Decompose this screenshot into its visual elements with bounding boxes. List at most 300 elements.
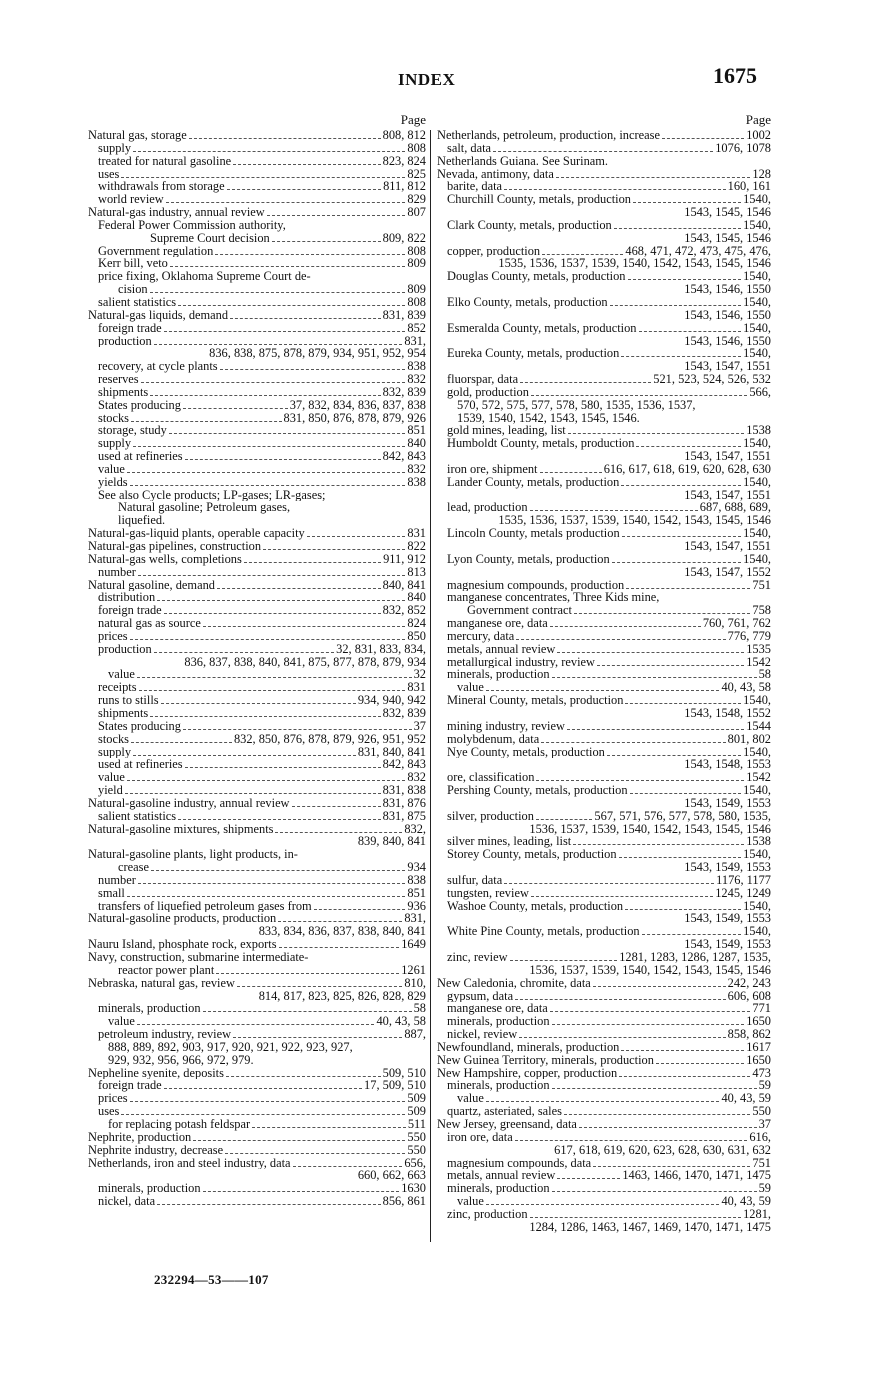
index-entry-line <box>437 1067 771 1080</box>
entry-text: metals, annual review <box>447 642 556 656</box>
index-entry-line <box>437 270 771 283</box>
leader-dots <box>515 999 726 1000</box>
leader-dots <box>150 716 380 717</box>
entry-text: Nye County, metals, production <box>447 745 605 759</box>
leader-dots <box>579 1127 757 1128</box>
entry-pages: 687, 688, 689, <box>699 501 771 515</box>
index-entry-line <box>88 604 426 617</box>
index-entry-line <box>88 245 426 258</box>
index-entry-line <box>88 296 426 309</box>
leader-dots <box>130 1101 406 1102</box>
index-entry-line <box>437 938 771 951</box>
entry-text: stocks <box>98 411 129 425</box>
index-entry-line <box>88 707 426 720</box>
index-entry-line <box>437 335 771 348</box>
entry-pages: 1540, <box>743 437 771 451</box>
index-entry-line <box>437 501 771 514</box>
leader-dots <box>278 921 402 922</box>
leader-dots <box>154 344 403 345</box>
index-entry-line <box>437 463 771 476</box>
index-entry-line <box>88 283 426 296</box>
entry-text: Natural-gasoline plants, light products, in- <box>88 848 298 862</box>
entry-text: for replacing potash feldspar <box>108 1117 251 1131</box>
signature-mark: 232294—53——107 <box>154 1272 269 1287</box>
index-entry-line <box>88 668 426 681</box>
entry-pages: 1543, 1546, 1550 <box>684 308 771 322</box>
leader-dots <box>244 562 381 563</box>
index-entry-line <box>88 219 426 232</box>
leader-dots <box>628 279 742 280</box>
entry-pages: 37, 832, 834, 836, 837, 838 <box>289 398 426 412</box>
leader-dots <box>131 742 232 743</box>
leader-dots <box>540 472 602 473</box>
leader-dots <box>622 536 741 537</box>
leader-dots <box>127 780 406 781</box>
leader-dots <box>314 909 406 910</box>
leader-dots <box>131 421 282 422</box>
entry-text: minerals, production <box>98 1002 201 1016</box>
page-column-label: Page <box>400 112 426 127</box>
entry-text: used at refineries <box>98 758 183 772</box>
index-entry-line <box>88 951 426 964</box>
entry-text: salient statistics <box>98 295 177 309</box>
entry-text: uses <box>98 167 120 181</box>
index-entry-line <box>437 142 771 155</box>
leader-dots <box>121 177 405 178</box>
entry-pages: 814, 817, 823, 825, 826, 828, 829 <box>258 989 426 1003</box>
entry-text: prices <box>98 629 128 643</box>
index-entry-line <box>437 1002 771 1015</box>
leader-dots <box>542 254 623 255</box>
index-entries <box>437 129 771 1234</box>
index-entry-line <box>88 1067 426 1080</box>
leader-dots <box>233 164 380 165</box>
entry-pages: 511 <box>407 1117 426 1131</box>
entry-pages: 911, 912 <box>383 552 426 566</box>
entry-text: Lincoln County, metals production <box>447 527 620 540</box>
entry-pages: 836, 837, 838, 840, 841, 875, 877, 878, 879, 934 <box>184 655 426 669</box>
entry-text: See also Cycle products; LP-gases; LR-gases; <box>98 488 326 502</box>
leader-dots <box>531 896 713 897</box>
entry-text: salient statistics <box>98 809 177 823</box>
leader-dots <box>178 819 381 820</box>
page-column-label: Page <box>745 112 771 127</box>
entry-text: value <box>98 771 125 785</box>
entry-pages: 1543, 1549, 1553 <box>684 912 771 926</box>
entry-pages: 934, 940, 942 <box>357 694 426 707</box>
entry-text: metallurgical industry, review <box>447 655 595 669</box>
index-entry-line <box>437 900 771 913</box>
index-entry-line <box>437 1079 771 1092</box>
entry-pages: 751 <box>752 1156 771 1170</box>
index-entry-line <box>88 168 426 181</box>
entry-text: liquefied. <box>118 514 166 528</box>
entry-pages: 813 <box>407 565 426 579</box>
index-entry-line <box>88 656 426 669</box>
entry-pages: 616, 617, 618, 619, 620, 628, 630 <box>603 462 771 476</box>
leader-dots <box>493 151 713 152</box>
leader-dots <box>233 1037 402 1038</box>
index-entry-line <box>88 835 426 848</box>
entry-text: treated for natural gasoline <box>98 154 232 168</box>
index-entry-line <box>88 758 426 771</box>
index-entry-line <box>88 399 426 412</box>
leader-dots <box>226 1076 381 1077</box>
leader-dots <box>178 305 405 306</box>
leader-dots <box>138 883 406 884</box>
index-entry-line <box>437 373 771 386</box>
index-entry-line <box>88 1169 426 1182</box>
running-head-title: INDEX <box>398 70 456 89</box>
entry-pages: 831, 840, 841 <box>357 745 426 759</box>
leader-dots <box>293 1166 403 1167</box>
entry-pages: 1281, 1283, 1286, 1287, 1535, <box>619 951 771 964</box>
leader-dots <box>486 690 720 691</box>
entry-text: supply <box>98 141 132 155</box>
index-entry-line <box>88 527 426 540</box>
entry-pages: 37 <box>413 719 426 733</box>
entry-pages: 1544 <box>746 719 771 733</box>
index-entry-line <box>88 232 426 245</box>
index-entry-line <box>437 1041 771 1054</box>
entry-pages: 1538 <box>746 835 771 849</box>
entry-pages: 1543, 1546, 1550 <box>684 334 771 348</box>
leader-dots <box>626 588 750 589</box>
entry-pages: 521, 523, 524, 526, 532 <box>653 373 771 386</box>
entry-text: Natural gasoline, demand <box>88 578 215 592</box>
entry-pages: 1281, <box>743 1207 771 1221</box>
index-entry-line <box>437 245 771 258</box>
entry-text: Natural-gas pipelines, construction <box>88 540 262 553</box>
index-entry-line <box>437 566 771 579</box>
entry-text: Netherlands Guiana. See Surinam. <box>437 154 609 168</box>
entry-text: Storey County, metals, production <box>447 848 617 862</box>
index-entry-line <box>88 1182 426 1195</box>
entry-text: States producing <box>98 398 181 412</box>
index-entry-line <box>88 180 426 193</box>
leader-dots <box>133 151 405 152</box>
entry-pages: 1540, <box>743 745 771 759</box>
page-number: 1675 <box>713 63 757 88</box>
entry-pages: 840, 841 <box>382 578 426 592</box>
leader-dots <box>504 189 726 190</box>
entry-pages: 1540, <box>743 784 771 797</box>
index-entry-line <box>437 1054 771 1067</box>
leader-dots <box>574 613 750 614</box>
entry-pages: 1535, 1536, 1537, 1539, 1540, 1542, 1543, 1545, 1546 <box>498 257 771 271</box>
entry-pages: 242, 243 <box>727 976 771 990</box>
entry-pages: 887, <box>404 1028 426 1041</box>
index-entry-line <box>437 990 771 1003</box>
entry-text: Natural gasoline; Petroleum gases, <box>118 501 291 515</box>
index-entry-line <box>88 733 426 746</box>
entry-text: Kerr bill, veto <box>98 257 168 271</box>
leader-dots <box>530 1217 742 1218</box>
leader-dots <box>556 177 751 178</box>
entry-pages: 1630 <box>401 1182 426 1196</box>
entry-pages: 1540, <box>743 193 771 207</box>
entry-text: reactor power plant <box>118 963 215 977</box>
entry-text: Esmeralda County, metals, production <box>447 321 637 335</box>
index-entry-line <box>437 1028 771 1041</box>
index-entry-line <box>88 720 426 733</box>
entry-text: price fixing, Oklahoma Supreme Court de- <box>98 270 311 284</box>
leader-dots <box>552 1088 757 1089</box>
leader-dots <box>552 1191 757 1192</box>
leader-dots <box>183 729 412 730</box>
index-entry-line <box>437 604 771 617</box>
entry-text: storage, study <box>98 424 167 438</box>
index-entry-line <box>88 270 426 283</box>
leader-dots <box>557 652 744 653</box>
leader-dots <box>225 1153 405 1154</box>
leader-dots <box>536 819 593 820</box>
entry-pages: 831, 839 <box>382 308 426 322</box>
entry-pages: 851 <box>407 424 426 438</box>
leader-dots <box>272 241 381 242</box>
entry-pages: 1536, 1537, 1539, 1540, 1542, 1543, 1545, 1546 <box>529 963 771 977</box>
leader-dots <box>216 973 399 974</box>
leader-dots <box>279 947 400 948</box>
index-entry-line <box>88 501 426 514</box>
index-entry-line <box>88 591 426 604</box>
entry-text: value <box>457 1092 484 1106</box>
entry-pages: 1543, 1546, 1550 <box>684 283 771 296</box>
index-entry-line <box>437 784 771 797</box>
leader-dots <box>121 1114 405 1115</box>
entry-text: manganese concentrates, Three Kids mine, <box>447 591 660 605</box>
entry-text: iron ore, data <box>447 1130 513 1144</box>
leader-dots <box>564 1114 751 1115</box>
leader-dots <box>642 934 742 935</box>
entry-pages: 1536, 1537, 1539, 1540, 1542, 1543, 1545, 1546 <box>529 822 771 836</box>
entry-pages: 850 <box>407 629 426 643</box>
index-entry-line <box>88 977 426 990</box>
entry-pages: 128 <box>752 167 771 181</box>
entry-text: transfers of liquefied petroleum gases from <box>98 899 312 913</box>
leader-dots <box>252 1127 406 1128</box>
entry-text: silver mines, leading, list <box>447 835 572 849</box>
leader-dots <box>133 446 405 447</box>
entry-text: salt, data <box>447 141 492 155</box>
leader-dots <box>621 356 741 357</box>
index-entry-line <box>88 129 426 142</box>
index-entry-line <box>88 553 426 566</box>
index-entry-line <box>88 861 426 874</box>
entry-pages: 37 <box>758 1117 771 1131</box>
entry-pages: 832, 839 <box>382 706 426 720</box>
entry-pages: 808, 812 <box>382 129 426 142</box>
entry-pages: 1543, 1547, 1552 <box>684 565 771 579</box>
entry-text: ore, classification <box>447 771 535 785</box>
index-entry-line <box>437 412 771 425</box>
index-entry-line <box>437 283 771 296</box>
index-entry-line <box>88 990 426 1003</box>
leader-dots <box>614 228 741 229</box>
entry-pages: 1540, <box>743 899 771 913</box>
entry-pages: 839, 840, 841 <box>357 835 426 849</box>
entry-pages: 58 <box>758 668 771 682</box>
leader-dots <box>263 549 405 550</box>
leader-dots <box>203 626 406 627</box>
index-entry-line <box>437 835 771 848</box>
entry-pages: 567, 571, 576, 577, 578, 580, 1535, <box>594 809 771 823</box>
entry-text: zinc, production <box>447 1207 528 1221</box>
index-entry-line <box>88 476 426 489</box>
entry-text: barite, data <box>447 180 503 194</box>
entry-pages: 1543, 1549, 1553 <box>684 938 771 951</box>
entry-text: used at refineries <box>98 450 183 463</box>
leader-dots <box>597 665 744 666</box>
leader-dots <box>519 1037 725 1038</box>
entry-text: Mineral County, metals, production <box>447 694 624 707</box>
index-entry-line <box>437 977 771 990</box>
entry-pages: 856, 861 <box>382 1195 426 1208</box>
index-entry-line <box>437 643 771 656</box>
entry-text: New Caledonia, chromite, data <box>437 976 591 990</box>
entry-text: Nephrite industry, decrease <box>88 1143 224 1157</box>
entry-text: crease <box>118 861 149 874</box>
index-entry-line <box>437 656 771 669</box>
entry-text: nickel, review <box>447 1028 518 1041</box>
index-entry-line <box>437 193 771 206</box>
index-entry-line <box>88 142 426 155</box>
entry-text: iron ore, shipment <box>447 462 538 476</box>
entry-pages: 509 <box>407 1092 426 1106</box>
entry-pages: 566, <box>749 385 771 399</box>
leader-dots <box>237 986 402 987</box>
leader-dots <box>552 677 757 678</box>
entry-text: reserves <box>98 373 139 386</box>
index-entry-line <box>88 579 426 592</box>
entry-pages: 760, 761, 762 <box>702 617 771 630</box>
index-entry-line <box>437 617 771 630</box>
entry-pages: 832, 852 <box>382 604 426 618</box>
index-entry-line <box>437 386 771 399</box>
entry-pages: 832, 850, 876, 878, 879, 926, 951, 952 <box>233 732 426 746</box>
index-entry-line <box>437 668 771 681</box>
entry-pages: 809, 822 <box>382 231 426 245</box>
leader-dots <box>633 202 741 203</box>
leader-dots <box>630 793 742 794</box>
entry-text: shipments <box>98 706 149 720</box>
entry-pages: 1543, 1548, 1552 <box>684 706 771 720</box>
leader-dots <box>193 1140 405 1141</box>
index-entry-line <box>88 938 426 951</box>
entry-text: Lander County, metals, production <box>447 475 620 489</box>
entry-pages: 1540, <box>743 694 771 707</box>
entry-text: Nepheline syenite, deposits <box>88 1066 224 1080</box>
leader-dots <box>137 677 412 678</box>
entry-pages: 825 <box>407 167 426 181</box>
entry-text: value <box>108 1015 135 1029</box>
index-entry-line <box>437 437 771 450</box>
entry-pages: 808 <box>407 295 426 309</box>
entry-pages: 59 <box>758 1182 771 1196</box>
leader-dots <box>593 1166 750 1167</box>
entry-pages: 1540, <box>743 925 771 939</box>
leader-dots <box>656 1063 744 1064</box>
entry-pages: 1543, 1549, 1553 <box>684 861 771 874</box>
entry-text: Natural-gasoline industry, annual review <box>88 796 290 810</box>
index-entry-line <box>437 1208 771 1221</box>
entry-pages: 1540, <box>743 295 771 309</box>
entry-text: Supreme Court decision <box>150 231 270 245</box>
entry-text: petroleum industry, review <box>98 1028 232 1041</box>
entry-text: New Jersey, greensand, data <box>437 1117 577 1131</box>
entry-text: gypsum, data <box>447 989 514 1003</box>
entry-text: White Pine County, metals, production <box>447 925 640 939</box>
entry-pages: 550 <box>407 1143 426 1157</box>
entry-pages: 1542 <box>746 771 771 785</box>
entry-text: Natural-gasoline products, production <box>88 912 277 926</box>
entry-pages: 32 <box>413 668 426 682</box>
entry-pages: 808 <box>407 244 426 258</box>
entry-pages: 1542 <box>746 655 771 669</box>
leader-dots <box>133 755 356 756</box>
entry-text: number <box>98 565 136 579</box>
leader-dots <box>520 382 651 383</box>
leader-dots <box>183 408 288 409</box>
entry-text: mining industry, review <box>447 719 565 733</box>
entry-pages: 1650 <box>746 1015 771 1029</box>
index-entry-line <box>437 579 771 592</box>
leader-dots <box>275 832 402 833</box>
index-entry-line <box>437 733 771 746</box>
index-entry-line <box>88 771 426 784</box>
entry-text: 1539, 1540, 1542, 1543, 1545, 1546. <box>457 411 640 425</box>
entry-text: Nevada, antimony, data <box>437 167 554 181</box>
index-entry-line <box>437 553 771 566</box>
entry-text: Pershing County, metals, production <box>447 784 628 797</box>
leader-dots <box>130 639 406 640</box>
index-entry-line <box>88 540 426 553</box>
leader-dots <box>593 986 726 987</box>
leader-dots <box>530 510 698 511</box>
index-entry-line <box>437 1131 771 1144</box>
index-entry-line <box>437 630 771 643</box>
entry-pages: 751 <box>752 578 771 592</box>
entry-pages: 936 <box>407 899 426 913</box>
index-entry-line <box>88 1054 426 1067</box>
leader-dots <box>139 690 406 691</box>
entry-text: Government contract <box>467 604 572 618</box>
leader-dots <box>292 806 381 807</box>
entry-text: Douglas County, metals, production <box>447 270 626 284</box>
index-entry-line <box>437 155 771 168</box>
index-entry-line <box>437 887 771 900</box>
entry-text: receipts <box>98 681 137 695</box>
entry-text: manganese ore, data <box>447 1002 548 1016</box>
entry-text: molybdenum, data <box>447 732 540 746</box>
entry-pages: 473 <box>752 1066 771 1080</box>
leader-dots <box>203 1011 412 1012</box>
entry-text: mercury, data <box>447 629 515 643</box>
leader-dots <box>573 844 744 845</box>
leader-dots <box>157 600 405 601</box>
index-entry-line <box>88 784 426 797</box>
leader-dots <box>215 254 405 255</box>
entry-pages: 1245, 1249 <box>715 886 771 900</box>
entry-pages: 1617 <box>746 1040 771 1054</box>
index-entry-line <box>88 1131 426 1144</box>
index-entry-line <box>437 219 771 232</box>
entry-pages: 758 <box>752 604 771 618</box>
leader-dots <box>154 652 334 653</box>
entry-text: withdrawals from storage <box>98 180 225 194</box>
index-entry-line <box>437 1118 771 1131</box>
leader-dots <box>568 433 744 434</box>
